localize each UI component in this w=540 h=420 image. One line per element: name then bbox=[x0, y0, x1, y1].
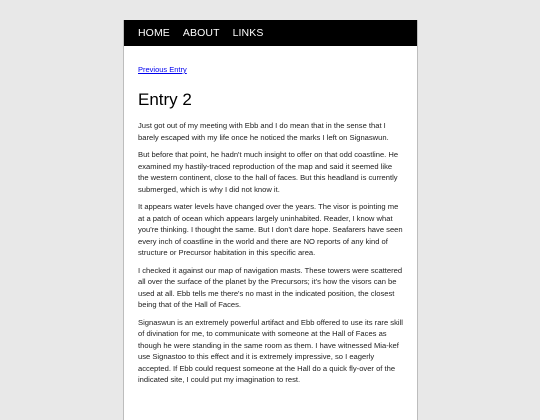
entry-paragraph: Just got out of my meeting with Ebb and I do mean that in the sense that I barely escaped with my life once he noticed the marks I left on Signaswun. bbox=[138, 121, 389, 142]
nav-home-link[interactable]: HOME bbox=[138, 27, 170, 39]
nav-about-link[interactable]: ABOUT bbox=[182, 27, 220, 39]
previous-entry-link[interactable]: Previous Entry bbox=[138, 65, 187, 74]
entry-paragraph: Signaswun is an extremely powerful artifact and Ebb offered to use its rare skill of divination for me, to communicate with someone at the Hall of Faces as though he were standing in the same room as them. I have witnessed Mia-kef use Signastoo to this effect and it is extremely impressive, so I eagerly accepted. If Ebb could request someone at the Hall do a quick fly-over of the indicated site, I could put my imagination to rest. bbox=[138, 317, 403, 384]
entry-paragraph: But before that point, he hadn't much insight to offer on that odd coastline. He examined my hastily-traced reproduction of the map and said it seemed like the western continent, close to the hall of faces. But this headland is currently submerged, which is why I did not know it. bbox=[138, 150, 399, 194]
nav-links-link[interactable]: LINKS bbox=[232, 27, 264, 39]
entry-paragraph: I checked it against our map of navigation masts. These towers were scattered all over the surface of the planet by the Precursors; it's how the visors can be used at all. Ebb tells me there's no mast in the indicated position, the closest being that of the Hall of Faces. bbox=[138, 265, 403, 309]
entry-content bbox=[124, 46, 417, 386]
entry-title: Entry 2 bbox=[138, 90, 192, 109]
top-navbar bbox=[124, 20, 417, 46]
page-container bbox=[123, 20, 418, 420]
entry-paragraph: It appears water levels have changed over the years. The visor is pointing me at a patch of ocean which appears largely uninhabited. Reader, I know what you're thinking. I thought the same. But I don't dare hope. Seafarers have seen every inch of coastline in the world and there are NO reports of any kind of structure or Precursor habitation in this specific area. bbox=[138, 202, 403, 257]
